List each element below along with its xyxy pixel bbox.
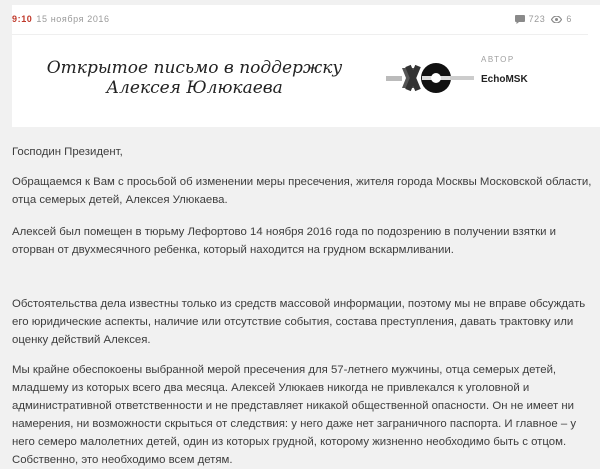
- header-divider: [12, 34, 588, 35]
- views-stat: [551, 14, 572, 24]
- article-stats: [515, 14, 572, 24]
- author-label: АВТОР: [481, 55, 515, 64]
- article-title: Открытое письмо в поддержку Алексея Юлюкаева: [46, 58, 343, 98]
- body-paragraph: Обращаемся к Вам с просьбой об изменении меры пресечения, жителя города Москвы Московской области, отца семерых детей, Алексея Улюкаева.: [12, 176, 592, 206]
- publish-time: 9:10: [12, 14, 33, 24]
- article-body: [12, 143, 592, 469]
- views-count: 6: [566, 14, 572, 24]
- author-block: [481, 55, 528, 85]
- comment-bubble-icon: [515, 15, 525, 24]
- publish-date: 15 ноября 2016: [36, 14, 110, 24]
- comments-stat[interactable]: [515, 14, 546, 24]
- body-paragraph: Обстоятельства дела известны только из средств массовой информации, поэтому мы не вправе обсуждать его юридические аспекты, наличие или отсутствие события, состава преступления, давать трактовку или оценку действий Алексея.: [12, 298, 586, 346]
- echo-moskvy-logo[interactable]: [386, 58, 474, 98]
- author-name-link[interactable]: EchoMSK: [481, 74, 528, 85]
- publish-datetime: [12, 14, 110, 24]
- body-paragraph: Мы крайне обеспокоены выбранной мерой пресечения для 57-летнего мужчины, отца семерых детей, младшему из которых всего два месяца. Алексей Улюкаев никогда не привлекался к уголовной и административной ответственности и не представляет никакой общественной опасности. Он не имеет ни намерения, ни возможности скрыться от следствия: у него даже нет заграничного паспорта. И главное – у него семеро малолетних детей, один из которых грудной, которому жизненно необходимо быть с отцом. Собственно, это необходимо всем детям.: [12, 364, 577, 466]
- body-paragraph: Алексей был помещен в тюрьму Лефортово 14 ноября 2016 года по подозрению в получении взятки и оторван от двухмесячного ребенка, который находится на грудном вскармливании.: [12, 226, 557, 256]
- body-paragraph: Господин Президент,: [12, 146, 123, 158]
- meta-bar: [12, 7, 572, 31]
- eye-icon: [551, 16, 562, 23]
- comments-count: 723: [528, 14, 546, 24]
- echo-logo-icon: [386, 58, 474, 98]
